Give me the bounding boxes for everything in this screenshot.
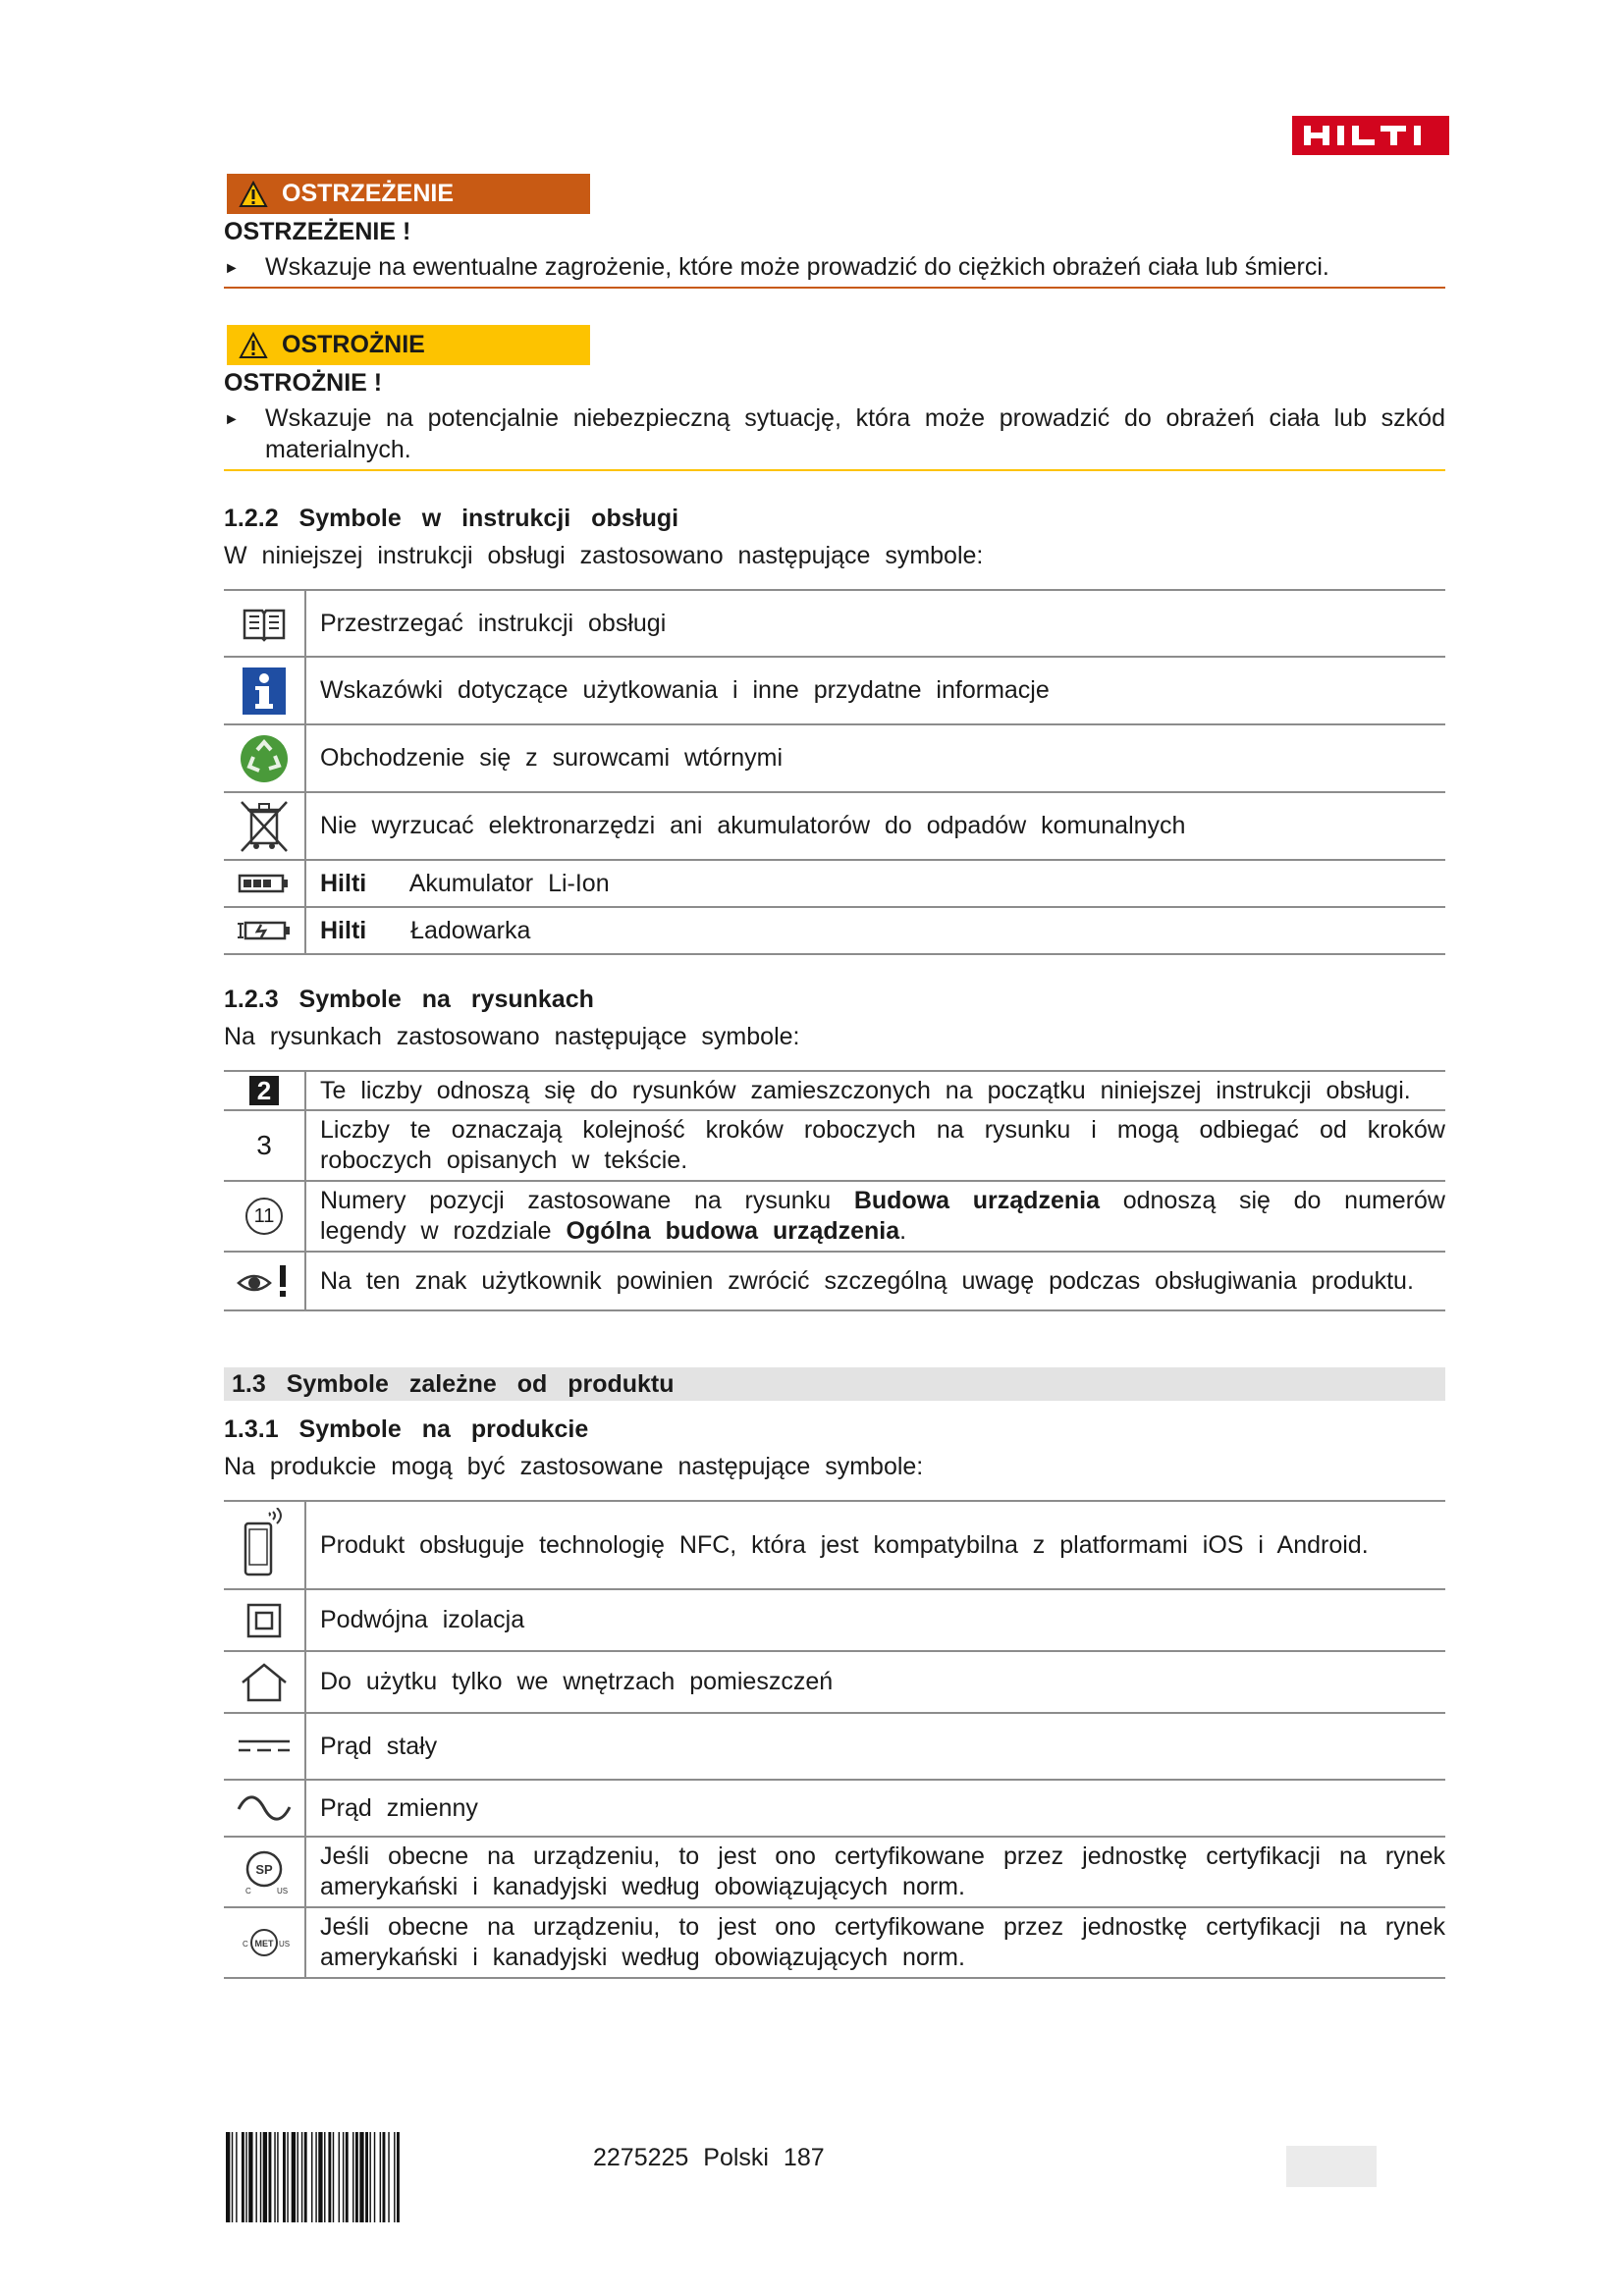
row-text: Liczby te oznaczają kolejność kroków roboczych na rysunku i mogą odbiegać od kroków roboczych opisanych w tekście.	[305, 1110, 1445, 1181]
table-row	[224, 724, 1445, 792]
figure-number-glyph: 2	[249, 1076, 279, 1105]
section-1-2-2-intro: W niniejszej instrukcji obsługi zastosowano następujące symbole:	[224, 542, 984, 569]
caution-triangle-icon	[239, 332, 268, 359]
page-number: 187	[783, 2144, 825, 2171]
row-text	[305, 907, 1445, 954]
attention-eye-icon	[224, 1252, 305, 1310]
table-row	[224, 1181, 1445, 1252]
section-1-2-3-intro: Na rysunkach zastosowano następujące symbole:	[224, 1023, 800, 1050]
row-text-bold: Ogólna budowa urządzenia	[566, 1217, 900, 1245]
page-tab-marker	[1286, 2146, 1377, 2187]
charger-icon	[224, 907, 305, 954]
document-language: Polski	[703, 2144, 769, 2171]
row-text: Produkt obsługuje technologię NFC, która jest kompatybilna z platformami iOS i Android.	[305, 1501, 1445, 1589]
step-number-icon	[224, 1110, 305, 1181]
figure-number-icon	[224, 1071, 305, 1110]
double-insulation-icon	[224, 1589, 305, 1651]
nfc-phone-icon	[224, 1501, 305, 1589]
caution-signal-bar	[227, 325, 590, 365]
table-row	[224, 1501, 1445, 1589]
caution-divider	[224, 469, 1445, 471]
row-text	[305, 1181, 1445, 1252]
direct-current-icon	[224, 1713, 305, 1780]
row-text: Prąd stały	[305, 1713, 1445, 1780]
table-row	[224, 1252, 1445, 1310]
table-row	[224, 1071, 1445, 1110]
svg-text:C: C	[245, 1887, 251, 1896]
table-row	[224, 792, 1445, 860]
section-1-3-1-intro: Na produkcie mogą być zastosowane następujące symbole:	[224, 1453, 924, 1480]
table-row	[224, 907, 1445, 954]
table-row	[224, 1589, 1445, 1651]
svg-text:US: US	[277, 1887, 289, 1896]
row-text: Prąd zmienny	[305, 1780, 1445, 1837]
table-row	[224, 1837, 1445, 1907]
row-text	[305, 860, 1445, 907]
row-text: Do użytku tylko we wnętrzach pomieszczeń	[305, 1651, 1445, 1713]
manual-book-icon	[224, 590, 305, 657]
row-text-part: Numery pozycji zastosowane na rysunku	[320, 1187, 854, 1214]
bullet-arrow-icon: ►	[224, 411, 240, 428]
warning-divider	[224, 287, 1445, 289]
symbols-figures-table	[224, 1070, 1445, 1311]
met-mark-icon	[224, 1907, 305, 1978]
table-row	[224, 1907, 1445, 1978]
caution-text: Wskazuje na potencjalnie niebezpieczną sytuację, która może prowadzić do obrażeń ciała lub szkód materialnych.	[265, 404, 1445, 463]
document-number: 2275225	[593, 2144, 689, 2171]
row-label: Ładowarka	[410, 916, 531, 944]
section-1-2-2-heading: 1.2.2 Symbole w instrukcji obsługi	[224, 505, 679, 532]
row-text: Obchodzenie się z surowcami wtórnymi	[305, 724, 1445, 792]
barcode	[226, 2132, 560, 2222]
section-1-2-3-heading: 1.2.3 Symbole na rysunkach	[224, 986, 594, 1013]
csa-mark-icon	[224, 1837, 305, 1907]
row-text: Te liczby odnoszą się do rysunków zamieszczonych na początku niniejszej instrukcji obsługi.	[305, 1071, 1445, 1110]
warning-text: Wskazuje na ewentualne zagrożenie, które może prowadzić do ciężkich obrażeń ciała lub śmierci.	[265, 253, 1329, 281]
table-row	[224, 590, 1445, 657]
table-row	[224, 860, 1445, 907]
brand-name: Hilti	[320, 916, 367, 944]
caution-heading: OSTROŻNIE !	[224, 369, 383, 397]
crossed-bin-icon	[224, 792, 305, 860]
table-row	[224, 657, 1445, 724]
caution-bar-label: OSTROŻNIE	[282, 331, 425, 358]
row-text: Nie wyrzucać elektronarzędzi ani akumulatorów do odpadów komunalnych	[305, 792, 1445, 860]
warning-description	[224, 251, 1445, 285]
row-text: Wskazówki dotyczące użytkowania i inne przydatne informacje	[305, 657, 1445, 724]
table-row	[224, 1780, 1445, 1837]
row-text-part: .	[899, 1217, 907, 1245]
alternating-current-icon	[224, 1780, 305, 1837]
row-text-bold: Budowa urządzenia	[853, 1187, 1100, 1214]
svg-text:SP: SP	[255, 1862, 273, 1877]
position-number-glyph: 11	[245, 1198, 283, 1235]
bullet-arrow-icon: ►	[224, 260, 240, 277]
row-text: Na ten znak użytkownik powinien zwrócić szczególną uwagę podczas obsługiwania produktu.	[305, 1252, 1445, 1310]
row-text: Przestrzegać instrukcji obsługi	[305, 590, 1445, 657]
svg-text:C: C	[243, 1940, 248, 1949]
indoor-use-icon	[224, 1651, 305, 1713]
section-1-3-1-heading: 1.3.1 Symbole na produkcie	[224, 1415, 589, 1443]
position-number-icon	[224, 1181, 305, 1252]
row-label: Akumulator Li-Ion	[408, 869, 610, 897]
section-1-3-heading	[224, 1367, 1445, 1401]
row-text-part: odnoszą się do numerów legendy w rozdziale	[320, 1187, 1445, 1245]
row-text: Jeśli obecne na urządzeniu, to jest ono certyfikowane przez jednostkę certyfikacji na rynek amerykański i kanadyjski według obowiązujących norm.	[305, 1907, 1445, 1978]
svg-text:US: US	[279, 1940, 290, 1949]
recycling-icon	[224, 724, 305, 792]
warning-triangle-icon	[239, 181, 268, 208]
warning-heading: OSTRZEŻENIE !	[224, 218, 411, 245]
symbols-manual-table	[224, 589, 1445, 955]
step-number-glyph: 3	[256, 1129, 272, 1160]
symbols-product-table	[224, 1500, 1445, 1979]
row-text: Jeśli obecne na urządzeniu, to jest ono certyfikowane przez jednostkę certyfikacji na rynek amerykański i kanadyjski według obowiązujących norm.	[305, 1837, 1445, 1907]
row-text: Podwójna izolacja	[305, 1589, 1445, 1651]
battery-icon	[224, 860, 305, 907]
svg-text:MET: MET	[254, 1939, 274, 1949]
warning-signal-bar	[227, 174, 590, 214]
table-row	[224, 1110, 1445, 1181]
brand-name: Hilti	[320, 869, 367, 897]
caution-description	[224, 402, 1445, 465]
page-footer	[593, 2144, 825, 2172]
info-icon	[224, 657, 305, 724]
section-1-3-title: 1.3 Symbole zależne od produktu	[232, 1369, 675, 1398]
table-row	[224, 1713, 1445, 1780]
table-row	[224, 1651, 1445, 1713]
hilti-logo	[1292, 116, 1449, 155]
warning-bar-label: OSTRZEŻENIE	[282, 180, 455, 207]
